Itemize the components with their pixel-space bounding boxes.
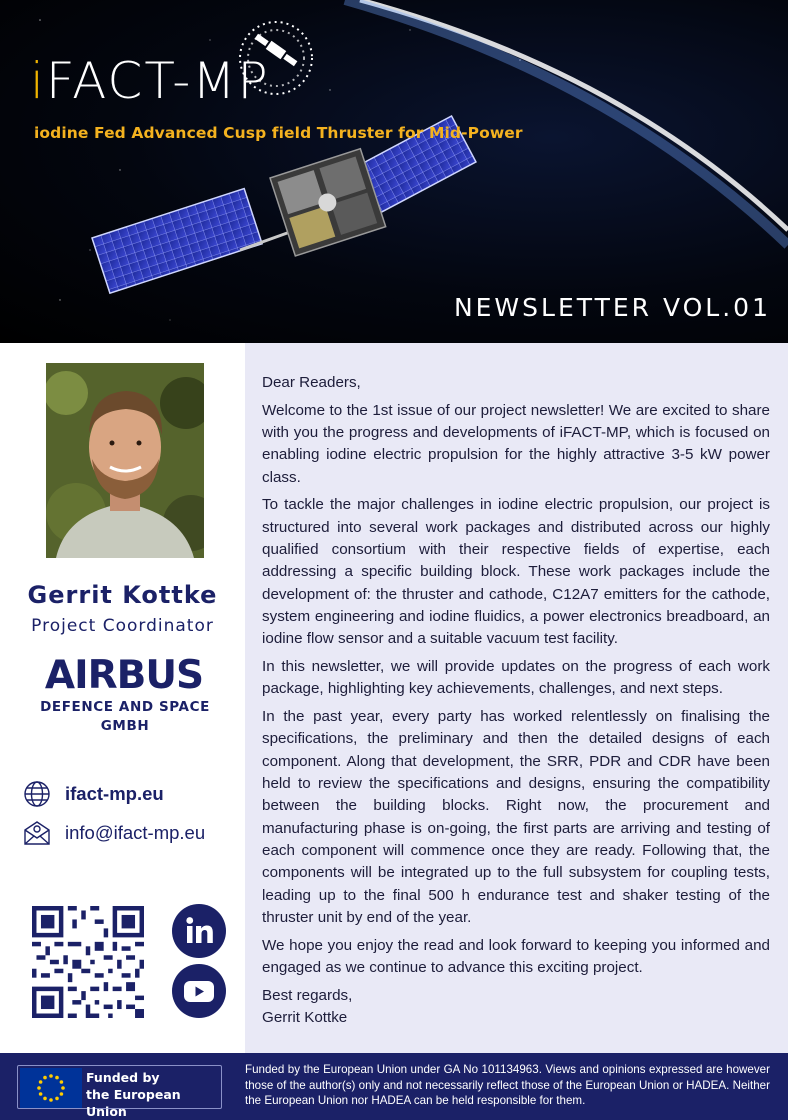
organisation-line-1: DEFENCE AND SPACE: [40, 699, 210, 715]
letter-greeting: Dear Readers,: [262, 374, 361, 391]
footer: [0, 1053, 788, 1120]
eu-funding-badge: [17, 1065, 222, 1119]
sidebar: [0, 343, 245, 1053]
youtube-icon: [172, 964, 226, 1018]
letter-paragraph: In the past year, every party has worked relentlessly on finalising the specifications, the preliminary and then the detailed designs of each component. Along that development, the SRR, PDR and CDR have been held to review the specifications and designs, ensuring the compatibility between the building blocks. Right now, the procurement and manufacturing phase is on-going, the first parts are arriving and testing of each component will commence once they are ready. Following that, the components will be integrated up to the full subsystem for coupling tests, leading up to the final 500 h endurance test and shaker testing of the thruster unit by end of the year.: [262, 708, 770, 926]
linkedin-button[interactable]: [172, 904, 226, 958]
email-link[interactable]: info@ifact-mp.eu: [65, 822, 206, 843]
newsletter-issue: NEWSLETTER VOL.01: [453, 293, 771, 322]
coordinator-photo: [46, 363, 204, 558]
organisation-line-2: GMBH: [100, 718, 150, 734]
eu-funding-line-1: Funded by: [86, 1070, 160, 1085]
coordinator-name: Gerrit Kottke: [27, 581, 218, 609]
letter-signature: Gerrit Kottke: [262, 1009, 348, 1027]
eu-funding-text: [86, 1069, 221, 1120]
letter-paragraph: To tackle the major challenges in iodine electric propulsion, our project is structured into several work packages and distributed across our highly qualified consortium with their respective fields of expertise, each addressing a specific building block. These work packages include the development of: the thruster and cathode, C12A7 emitters for the cathode, system engineering and iodine fluidics, a power electronics breadboard, an iodine flow sensor and a suitable vacuum test facility.: [262, 496, 770, 648]
hero-banner: [0, 0, 788, 343]
editorial-letter: [245, 343, 788, 1053]
project-logo: iFACT-MP: [30, 52, 270, 110]
youtube-button[interactable]: [172, 964, 226, 1018]
eu-flag-icon: [20, 1068, 82, 1108]
letter-paragraph: We hope you enjoy the read and look forward to keeping you informed and engaged as we continue to advance this exciting project.: [262, 936, 770, 976]
letter-paragraph: Welcome to the 1st issue of our project newsletter! We are excited to share with you the progress and developments of iFACT-MP, which is focused on enabling iodine electric propulsion for the highly attractive 3-5 kW power class.: [262, 401, 770, 486]
funding-disclaimer: Funded by the European Union under GA No 101134963. Views and opinions expressed are however those of the author(s) only and not necessarily reflect those of the European Union or HADEA. Neither the European Union nor HADEA can be held responsible for them.: [245, 1063, 770, 1107]
linkedin-icon: [172, 904, 226, 958]
airbus-logo: AIRBUS: [44, 653, 204, 698]
email-icon: [22, 819, 52, 847]
globe-icon: [22, 780, 52, 808]
qr-code[interactable]: [32, 906, 144, 1018]
organisation-name: [0, 698, 250, 736]
letter-paragraph: In this newsletter, we will provide updates on the progress of each work package, highlighting key achievements, challenges, and next steps.: [262, 658, 770, 698]
letter-closing: Best regards,: [262, 986, 353, 1004]
email-contact[interactable]: [22, 819, 206, 847]
website-contact[interactable]: [22, 780, 164, 808]
eu-funding-line-2: the European Union: [86, 1087, 181, 1119]
website-link[interactable]: ifact-mp.eu: [65, 783, 164, 804]
coordinator-role: Project Coordinator: [31, 616, 214, 636]
project-tagline: iodine Fed Advanced Cusp field Thruster for Mid-Power: [34, 124, 523, 142]
